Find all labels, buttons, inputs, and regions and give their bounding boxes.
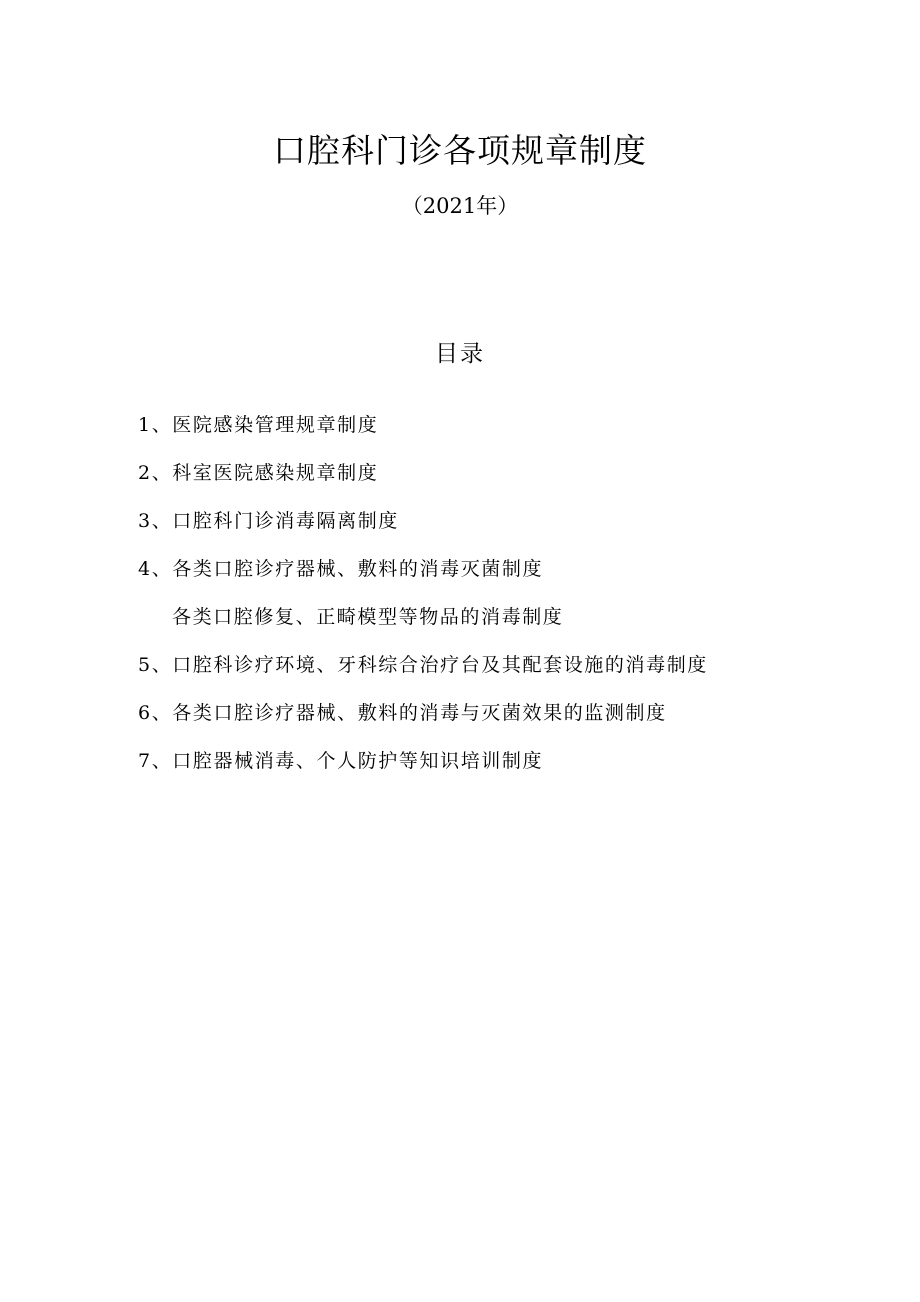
- toc-item-5: 5、口腔科诊疗环境、牙科综合治疗台及其配套设施的消毒制度: [138, 654, 708, 676]
- toc-item-4: 4、各类口腔诊疗器械、敷料的消毒灭菌制度: [138, 558, 544, 580]
- toc-heading: 目录: [435, 341, 485, 367]
- toc-item-3: 3、口腔科门诊消毒隔离制度: [138, 510, 399, 532]
- document-year: （2021年）: [401, 194, 519, 218]
- toc-item-6: 6、各类口腔诊疗器械、敷料的消毒与灭菌效果的监测制度: [138, 702, 667, 724]
- toc-item-2: 2、科室医院感染规章制度: [138, 462, 379, 484]
- table-of-contents: [138, 408, 898, 792]
- toc-subitem-4: 各类口腔修复、正畸模型等物品的消毒制度: [172, 606, 564, 628]
- toc-item-1: 1、医院感染管理规章制度: [138, 414, 379, 436]
- document-title: 口腔科门诊各项规章制度: [273, 131, 647, 170]
- toc-item-7: 7、口腔器械消毒、个人防护等知识培训制度: [138, 750, 544, 772]
